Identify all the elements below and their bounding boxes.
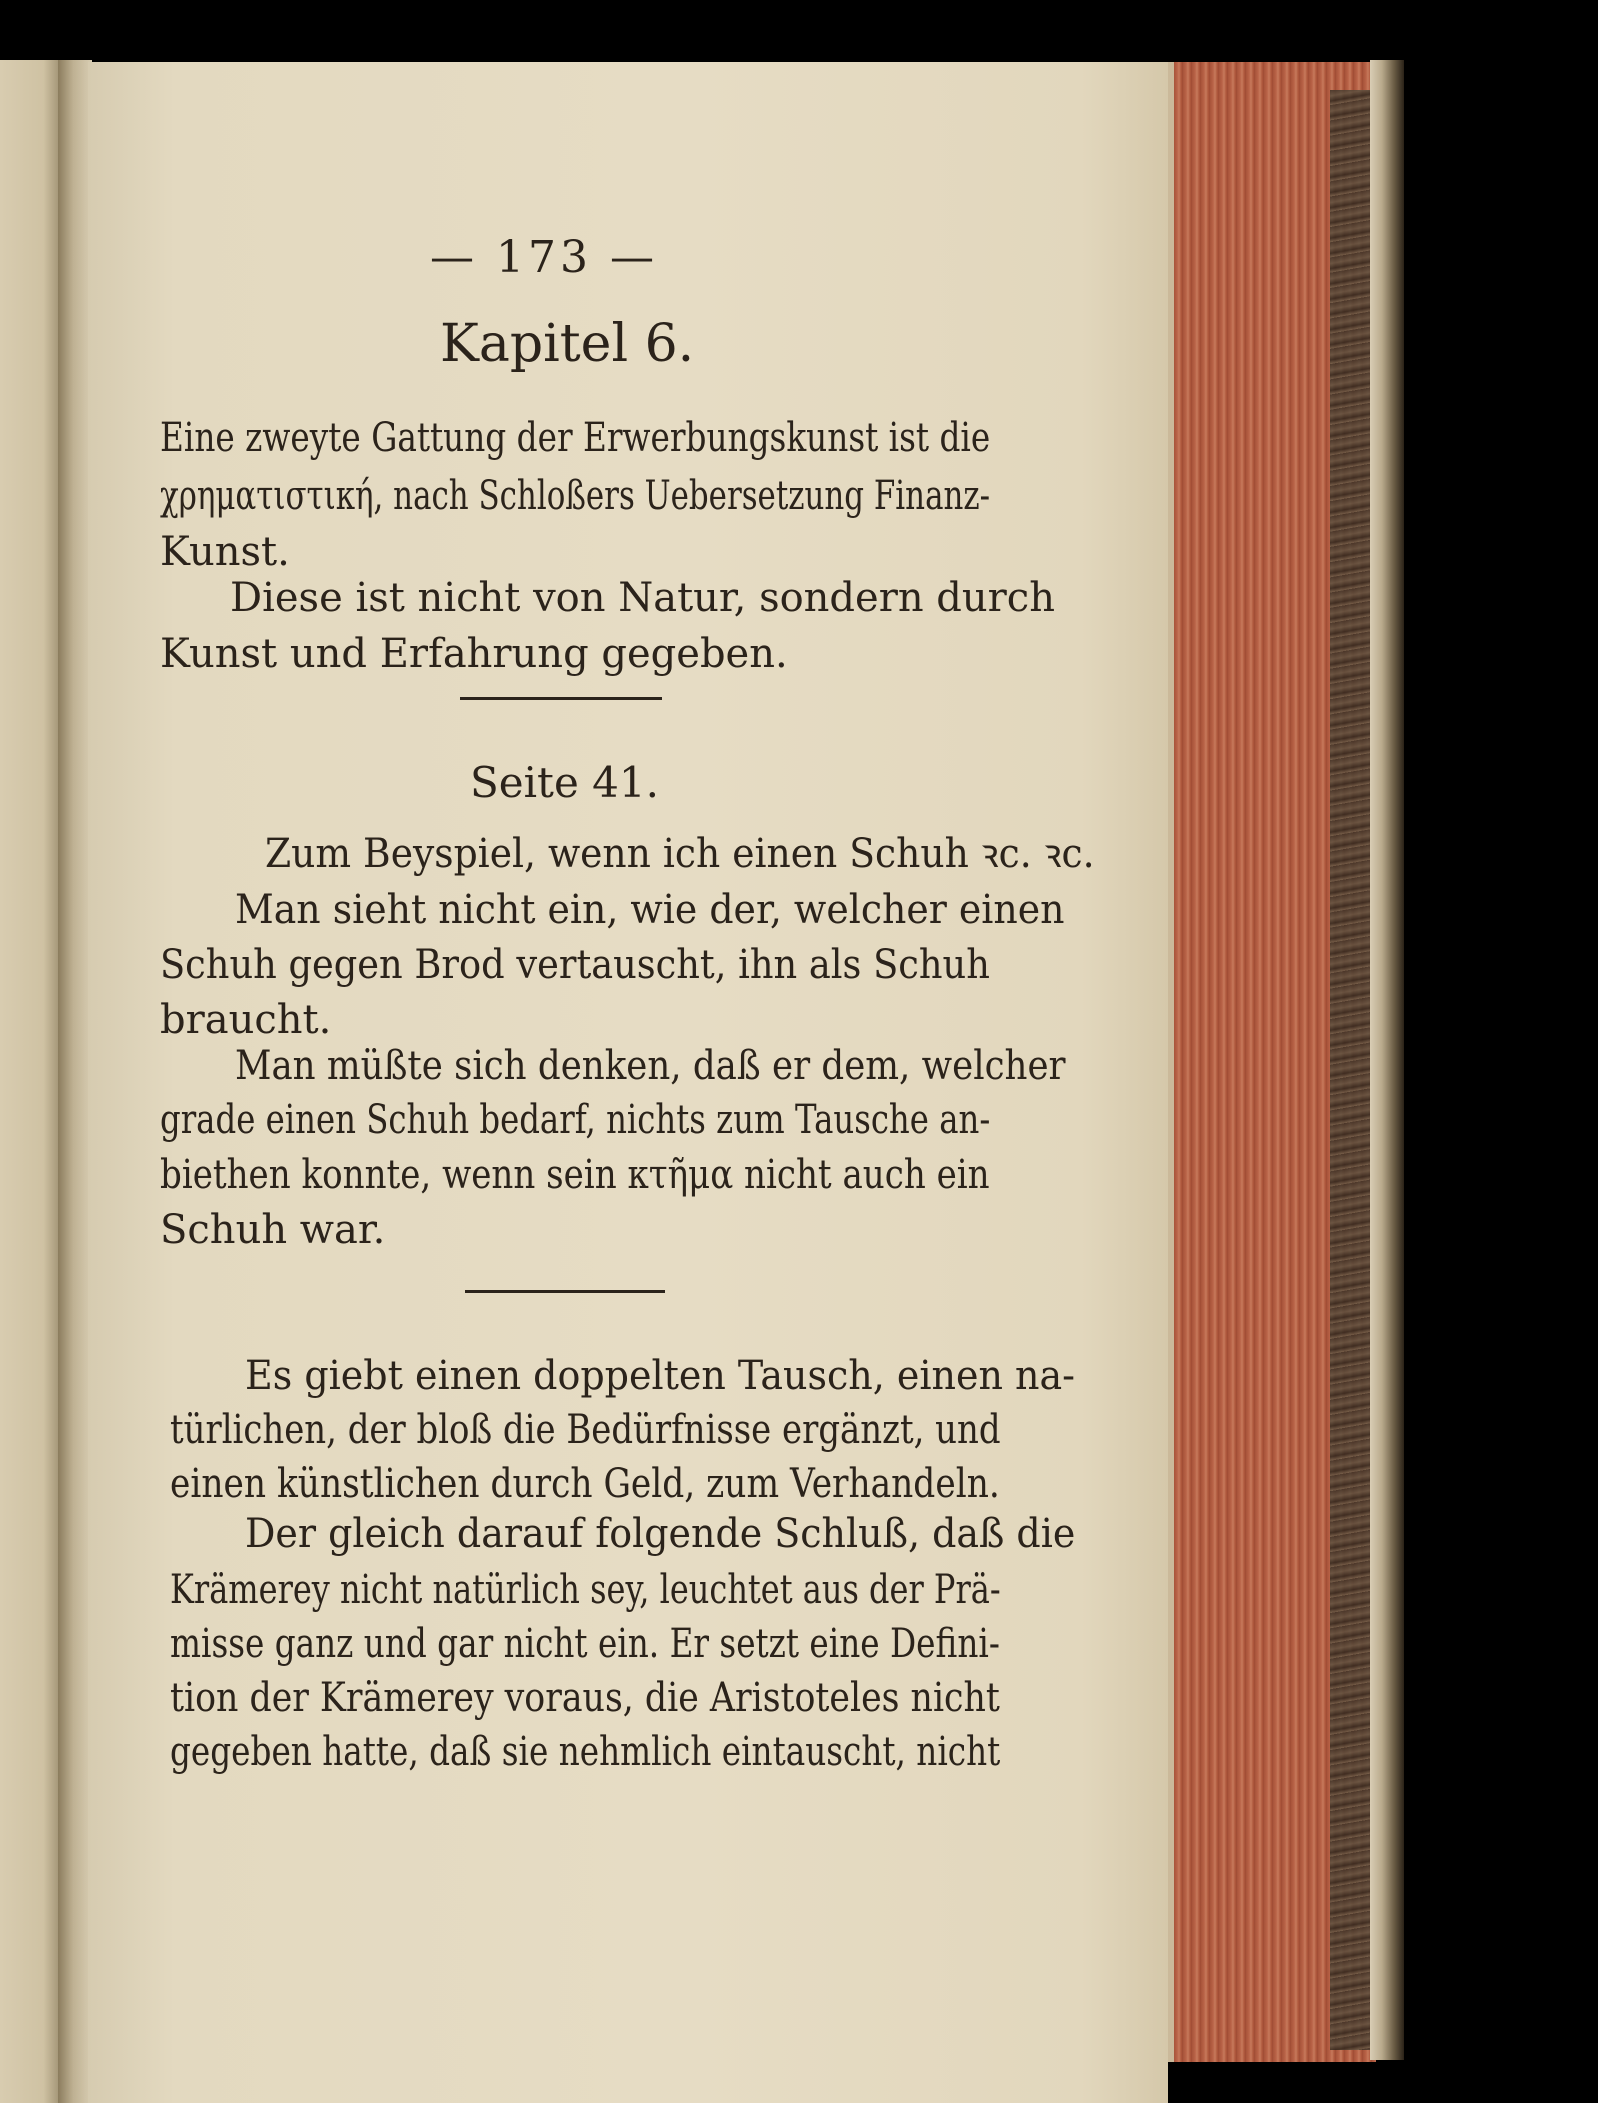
text-line: türlichen, der bloß die Bedürfnisse ergänzt, und (170, 1407, 1001, 1453)
text-line: Eine zweyte Gattung der Erwerbungskunst ist die (160, 415, 991, 461)
text-line: χρηματιστική, nach Schloßers Uebersetzung Finanz- (160, 473, 991, 519)
text-line: Krämerey nicht natürlich sey, leuchtet aus der Prä- (170, 1567, 1001, 1613)
text-line: Man sieht nicht ein, wie der, welcher einen (235, 887, 1065, 933)
text-line: braucht. (160, 997, 332, 1043)
cover-edge (1370, 60, 1404, 2060)
text-line: grade einen Schuh bedarf, nichts zum Tausche an- (160, 1097, 991, 1143)
text-line: Der gleich darauf folgende Schluß, daß die (245, 1511, 1076, 1557)
previous-page-edge (0, 60, 62, 2103)
book-gutter (58, 60, 92, 2103)
text-line: Diese ist nicht von Natur, sondern durch (230, 575, 1055, 621)
text-line: Schuh gegen Brod vertauscht, ihn als Schuh (160, 942, 990, 988)
text-line: Man müßte sich denken, daß er dem, welcher (235, 1043, 1066, 1089)
text-line: biethen konnte, wenn sein κτῆμα nicht auch ein (160, 1152, 990, 1198)
chapter-heading: Kapitel 6. (440, 314, 695, 374)
section-heading: Seite 41. (470, 758, 659, 807)
text-line: Kunst und Erfahrung gegeben. (160, 631, 788, 677)
text-line: Schuh war. (160, 1207, 386, 1253)
text-line: Kunst. (160, 529, 290, 575)
text-line: Es giebt einen doppelten Tausch, einen na- (245, 1353, 1075, 1399)
text-line: misse ganz und gar nicht ein. Er setzt eine Defini- (170, 1621, 1000, 1667)
separator-rule (465, 1290, 665, 1293)
text-line: gegeben hatte, daß sie nehmlich eintauscht, nicht (170, 1729, 1001, 1775)
text-line: einen künstlichen durch Geld, zum Verhandeln. (170, 1461, 1000, 1507)
separator-rule (460, 697, 662, 700)
text-line: tion der Krämerey voraus, die Aristoteles nicht (170, 1675, 1000, 1721)
page-number: — 173 — (430, 232, 658, 283)
text-line: Zum Beyspiel, wenn ich einen Schuh ꝛc. ꝛc. (265, 831, 1095, 877)
